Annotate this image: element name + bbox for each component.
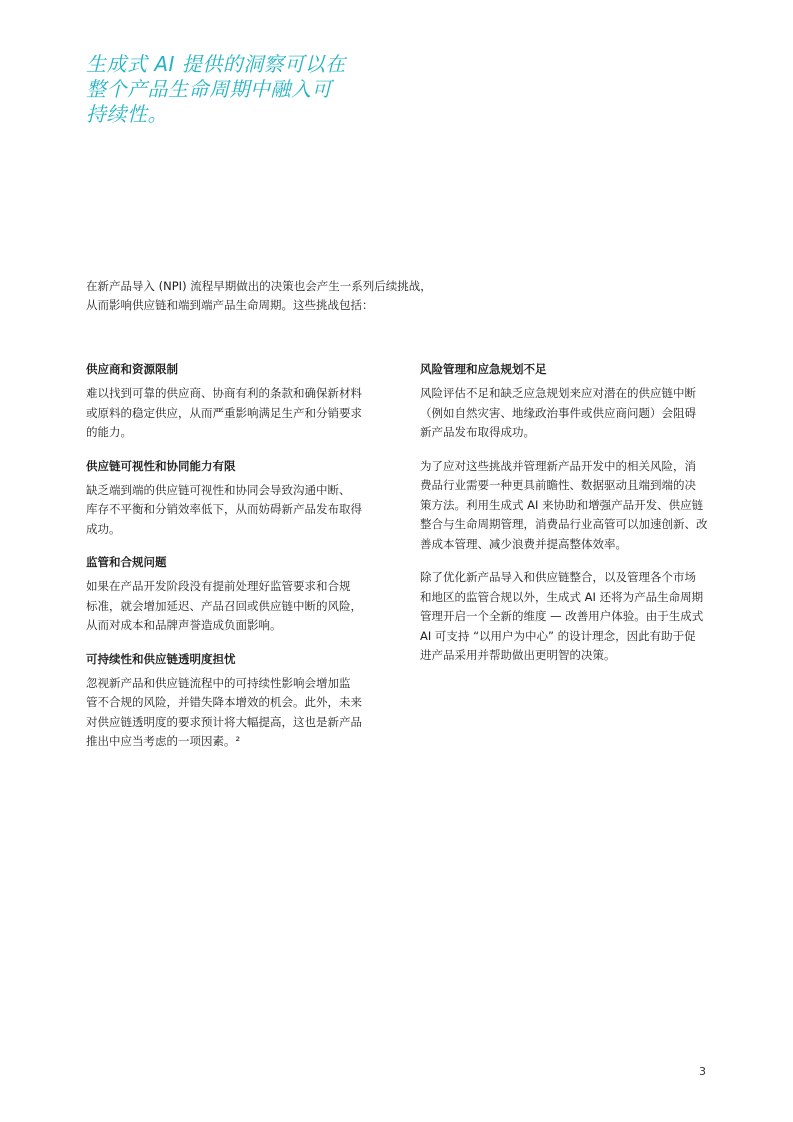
section-body	[420, 384, 712, 443]
section-risk-management	[420, 360, 712, 666]
body-paragraph	[420, 457, 712, 555]
body-line: 策方法。利用生成式 AI 来协助和增强产品开发、供应链	[420, 497, 704, 512]
body-line: 忽视新产品和供应链流程中的可持续性影响会增加监	[86, 675, 351, 690]
title-line: 持续性。	[86, 102, 168, 126]
body-line: 如果在产品开发阶段没有提前处理好监管要求和合规	[86, 579, 351, 593]
body-line: 推出中应当考虑的一项因素。²	[86, 734, 241, 748]
body-line: 从而对成本和品牌声誉造成负面影响。	[86, 618, 282, 632]
body-line: 难以找到可靠的供应商、协商有利的条款和确保新材料	[86, 386, 362, 400]
section-heading: 可持续性和供应链透明度担忧	[86, 651, 236, 666]
body-line: 对供应链透明度的要求预计将大幅提高，这也是新产品	[86, 714, 362, 729]
page-title	[86, 52, 356, 127]
intro-line: 从而影响供应链和端到端产品生命周期。这些挑战包括：	[86, 298, 374, 312]
body-line: 费品行业需要一种更具前瞻性、数据驱动且端到端的决	[420, 478, 696, 492]
intro-paragraph	[86, 277, 486, 315]
section-supply-chain-visibility	[86, 457, 378, 540]
body-line: 和地区的监管合规以外，生成式 AI 还将为产品生命周期	[420, 589, 704, 604]
body-line: 管不合规的风险，并错失降本增效的机会。此外，未来	[86, 695, 362, 709]
body-line: 善成本管理、减少浪费并提高整体效率。	[420, 536, 627, 551]
title-line: 生成式 AI 提供的洞察可以在	[86, 52, 346, 76]
section-sustainability	[86, 650, 378, 752]
left-column	[86, 360, 378, 766]
body-line: 整合与生命周期管理，消费品行业高管可以加速创新、改	[420, 517, 708, 531]
right-column	[420, 360, 712, 680]
body-line: 的能力。	[86, 425, 132, 439]
section-body	[86, 577, 378, 636]
section-heading: 供应商和资源限制	[86, 362, 178, 376]
body-line: 进产品采用并帮助做出更明智的决策。	[420, 648, 616, 662]
section-body	[86, 384, 378, 443]
body-line: 或原料的稳定供应，从而严重影响满足生产和分销要求	[86, 405, 362, 420]
body-line: 管理开启一个全新的维度 — 改善用户体验。由于生成式	[420, 609, 704, 623]
section-supplier-constraints	[86, 360, 378, 443]
body-line: 成功。	[86, 521, 121, 536]
section-body	[86, 481, 378, 540]
body-paragraph	[420, 568, 712, 666]
body-line: 除了优化新产品导入和供应链整合，以及管理各个市场	[420, 570, 696, 584]
section-heading: 监管和合规问题	[86, 555, 167, 569]
page-number: 3	[699, 1065, 706, 1078]
body-line: 缺乏端到端的供应链可视性和协同会导致沟通中断、	[86, 482, 351, 497]
body-line: 为了应对这些挑战并管理新产品开发中的相关风险，消	[420, 458, 696, 473]
section-heading: 风险管理和应急规划不足	[420, 362, 547, 376]
section-body	[86, 674, 378, 752]
section-regulatory-compliance	[86, 553, 378, 636]
body-line: AI 可支持 “以用户为中心” 的设计理念，因此有助于促	[420, 628, 696, 643]
body-line: （例如自然灾害、地缘政治事件或供应商问题）会阻碍	[420, 405, 696, 420]
intro-line: 在新产品导入 (NPI) 流程早期做出的决策也会产生一系列后续挑战，	[86, 279, 432, 293]
body-line: 风险评估不足和缺乏应急规划来应对潜在的供应链中断	[420, 386, 696, 400]
body-line: 库存不平衡和分销效率低下，从而妨碍新产品发布取得	[86, 502, 362, 516]
title-line: 整个产品生命周期中融入可	[86, 77, 332, 101]
section-heading: 供应链可视性和协同能力有限	[86, 458, 236, 473]
body-line: 新产品发布取得成功。	[420, 425, 535, 439]
body-line: 标准，就会增加延迟、产品召回或供应链中断的风险，	[86, 598, 362, 613]
